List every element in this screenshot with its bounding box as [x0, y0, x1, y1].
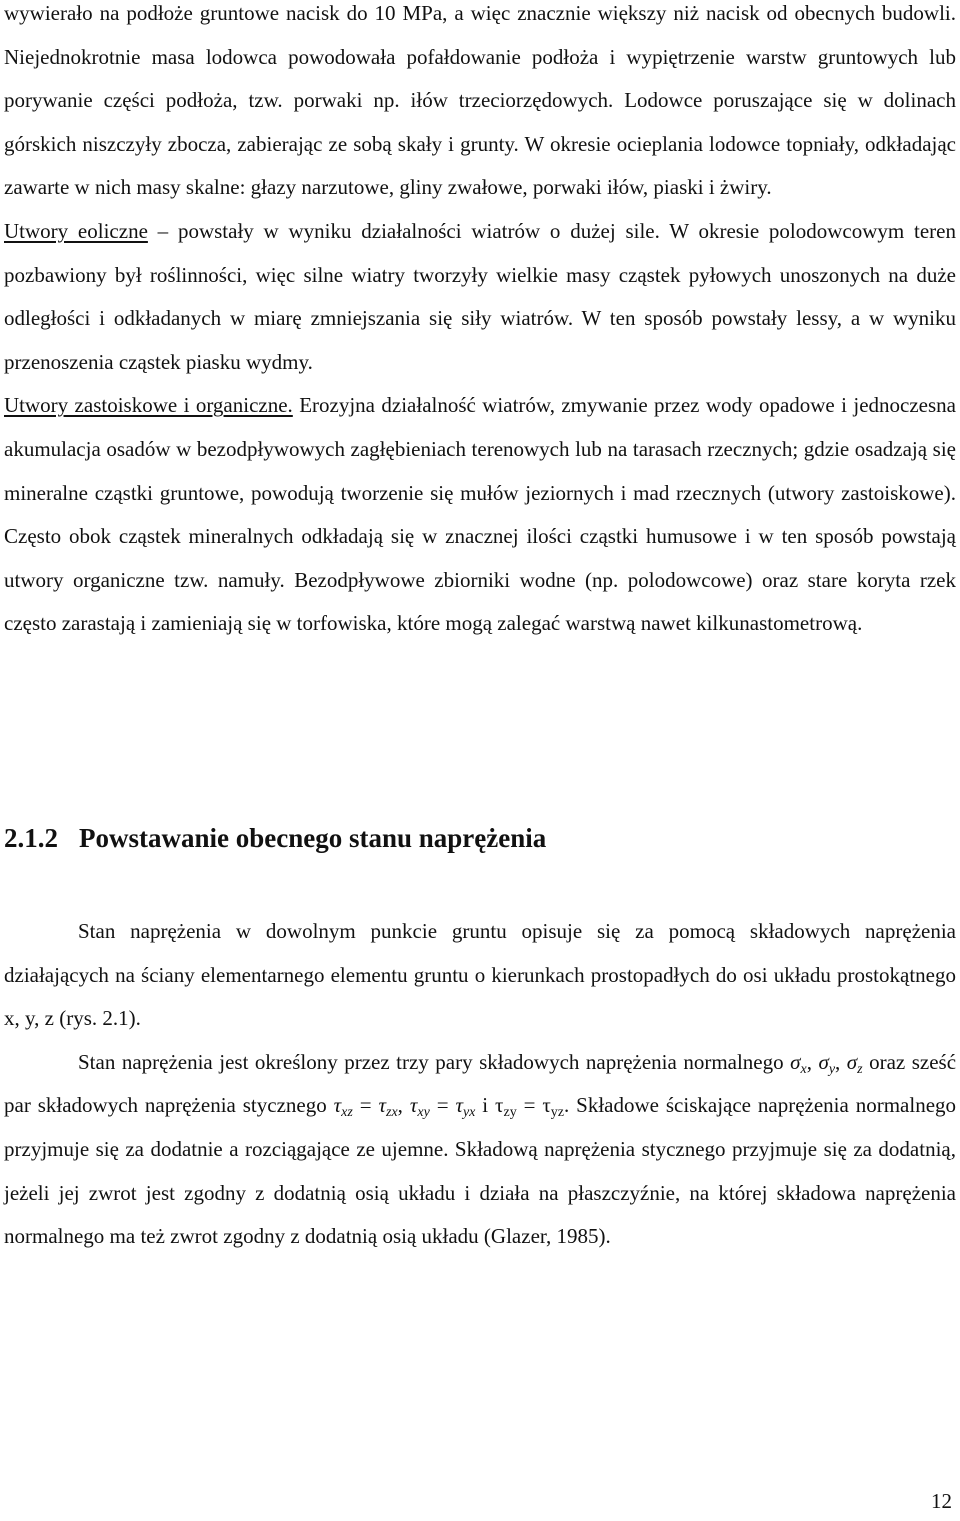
section-number: 2.1.2	[4, 823, 58, 853]
page-number: 12	[931, 1489, 952, 1513]
page-body	[4, 0, 956, 646]
paragraph-aeolian-deposits	[4, 210, 956, 384]
section-heading	[4, 818, 546, 858]
paragraph-stress-components: Stan naprężenia jest określony przez trzy pary składowych naprężenia normalnego $\sigma_x$, $\sigma_y$, $\sigma_z$ oraz sześć par składowych naprężenia stycznego $\tau_{xz} = \tau_{zx}$, $\tau_{xy} = \tau_{yx}$ i $\tau_{zy} = \tau_{yz}$. Składowe ściskające naprężenia normalnego przyjmuje się za dodatnie a rozciągające ze ujemne. Składową naprężenia stycznego przyjmuje się za dodatnią, jeżeli jej zwrot jest zgodny z dodatnią osią układu i działa na płaszczyźnie, na której składowa naprężenia normalnego ma też zwrot zgodny z dodatnią osią układu (Glazer, 1985).	[4, 1049, 957, 1249]
aeolian-text: – powstały w wyniku działalności wiatrów o dużej sile. W okresie polodowcowym teren pozbawiony był roślinności, więc silne wiatry tworzyły wielkie masy cząstek pyłowych unoszonych na duże odległości i odkładanych w miarę zmniejszania się siły wiatrów. W ten sposób powstały lessy, a w wyniku przenoszenia cząstek piasku wydmy.	[4, 218, 956, 374]
section-title: Powstawanie obecnego stanu naprężenia	[79, 823, 547, 853]
lake-organic-text: Erozyjna działalność wiatrów, zmywanie przez wody opadowe i jednoczesna akumulacja osadów w bezodpływowych zagłębieniach terenowych lub na tarasach rzecznych; gdzie osadzają się mineralne cząstki gruntowe, powodują tworzenie się mułów jeziornych i mad rzecznych (utwory zastoiskowe). Często obok cząstek mineralnych odkładają się w znacznej ilości cząstki humusowe i w ten sposób powstają utwory organiczne tzw. namuły. Bezodpływowe zbiorniki wodne (np. polodowcowe) oraz stare koryta rzek często zarastają i zamieniają się w torfowiska, które mogą zalegać warstwą nawet kilkunastometrową.	[4, 393, 956, 636]
paragraph-lake-organic-deposits	[4, 384, 956, 646]
section-body	[4, 910, 956, 1259]
term-lake-organic: Utwory zastoiskowe i organiczne.	[4, 393, 293, 418]
term-aeolian: Utwory eoliczne	[4, 218, 148, 243]
paragraph-glacial-deposits: wywierało na podłoże gruntowe nacisk do 10 MPa, a więc znacznie większy niż nacisk od obecnych budowli. Niejednokrotnie masa lodowca powodowała pofałdowanie podłoża i wypiętrzenie warstw gruntowych lub porywanie części podłoża, tzw. porwaki np. iłów trzeciorzędowych. Lodowce poruszające się w dolinach górskich niszczyły zbocza, zabierając ze sobą skały i grunty. W okresie ocieplania lodowce topniały, odkładając zawarte w nich masy skalne: głazy narzutowe, gliny zwałowe, porwaki iłów, piaski i żwiry.	[4, 1, 956, 200]
paragraph-stress-definition: Stan naprężenia w dowolnym punkcie gruntu opisuje się za pomocą składowych naprężenia działających na ściany elementarnego elementu gruntu o kierunkach prostopadłych do osi układu prostokątnego x, y, z (rys. 2.1).	[4, 919, 956, 1031]
